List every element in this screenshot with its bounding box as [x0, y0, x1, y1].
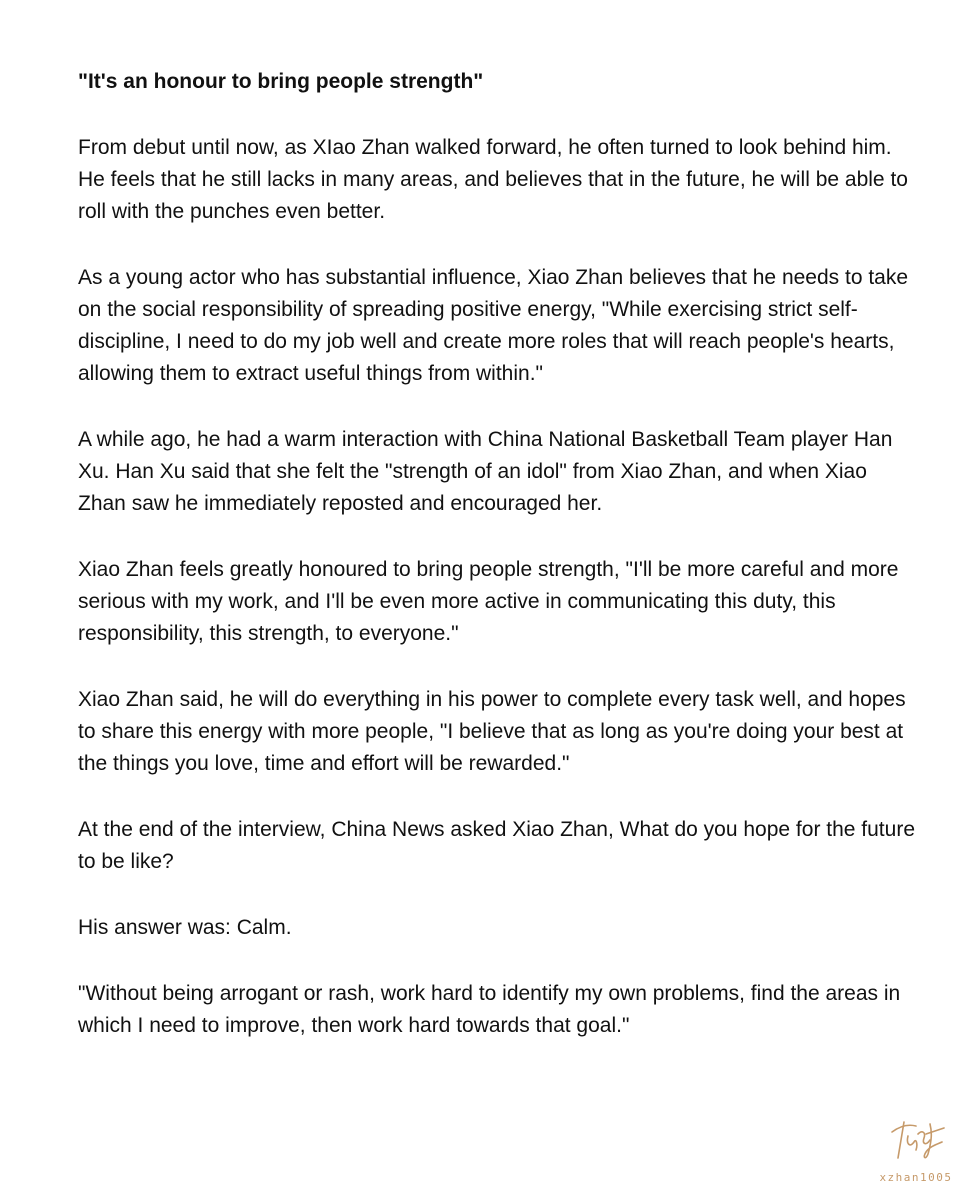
paragraph-6: At the end of the interview, China News asked Xiao Zhan, What do you hope for the future to be like? [78, 818, 915, 873]
paragraph-2: As a young actor who has substantial influence, Xiao Zhan believes that he needs to take on the social responsibility of spreading positive energy, "While exercising strict self-discipline, I need to do my job well and create more roles that will reach people's hearts, allowing them to extract useful things from within." [78, 266, 909, 385]
paragraph-1: From debut until now, as XIao Zhan walked forward, he often turned to look behind him. He feels that he still lacks in many areas, and believes that in the future, he will be able to roll with the punches even better. [78, 136, 908, 223]
paragraph-4: Xiao Zhan feels greatly honoured to bring people strength, "I'll be more careful and more serious with my work, and I'll be even more active in communicating this duty, this responsibility, this strength, to everyone." [78, 558, 899, 645]
paragraph-5: Xiao Zhan said, he will do everything in his power to complete every task well, and hopes to share this energy with more people, "I believe that as long as you're doing your best at the things you love, time and effort will be rewarded." [78, 688, 906, 775]
watermark-handle: xzhan1005 [879, 1171, 953, 1184]
article-title: "It's an honour to bring people strength" [78, 70, 484, 93]
watermark [876, 1114, 956, 1184]
paragraph-7: His answer was: Calm. [78, 916, 292, 939]
paragraph-3: A while ago, he had a warm interaction with China National Basketball Team player Han Xu. Han Xu said that she felt the "strength of an idol" from Xiao Zhan, and when Xiao Zhan saw he immediately reposted and encouraged her. [78, 428, 893, 515]
signature-icon [886, 1114, 946, 1162]
article [78, 66, 918, 1042]
paragraph-8: "Without being arrogant or rash, work hard to identify my own problems, find the areas in which I need to improve, then work hard towards that goal." [78, 982, 901, 1037]
